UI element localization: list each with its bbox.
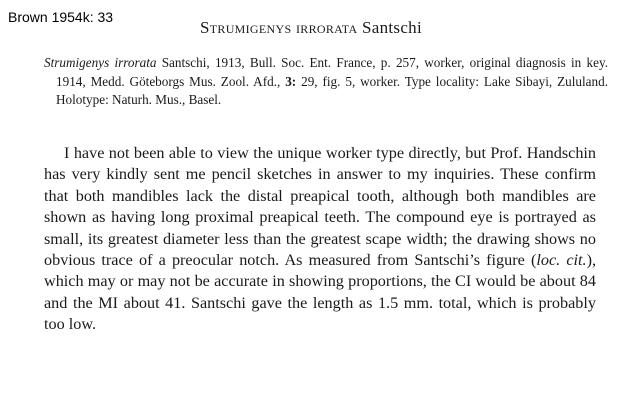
synonymy-citation <box>44 54 608 110</box>
citation-text-part1: Santschi, 1913, Bull. Soc. Ent. France, p. 257, worker, original diagnosis in key. 1914, Medd. Göteborgs Mus. Zool. Afd., <box>56 55 608 89</box>
page-reference: Brown 1954k: 33 <box>8 9 114 25</box>
species-name: Strumigenys irrorata <box>200 18 358 37</box>
citation-text-part2: 29, fig. 5, worker. Type locality: Lake Sibayi, Zululand. Holotype: Naturh. Mus., Basel. <box>56 73 609 108</box>
paragraph-text-part2: ), which may or may not be accurate in showing proportions, the CI would be about 84 and the MI about 41. Santschi gave the length as 1.5 mm. total, which is probably too low. <box>44 251 596 334</box>
body-paragraph <box>44 143 596 336</box>
taxon-name: Strumigenys irrorata <box>44 55 157 70</box>
paragraph-citation: loc. cit. <box>536 251 587 270</box>
citation-volume: 3: <box>285 73 297 89</box>
paragraph-text-part1: I have not been able to view the unique worker type directly, but Prof. Handschin has very kindly sent me pencil sketches in answer to my inquiries. These confirm that both mandibles lack the distal preapical tooth, although both mandibles are shown as having long proximal preapical teeth. The compound eye is portrayed as small, its greatest diameter less than the greatest scape width; the drawing shows no obvious trace of a preocular notch. As measured from Santschi’s figure ( <box>44 144 596 270</box>
species-heading <box>0 18 622 38</box>
species-author: Santschi <box>361 18 422 37</box>
